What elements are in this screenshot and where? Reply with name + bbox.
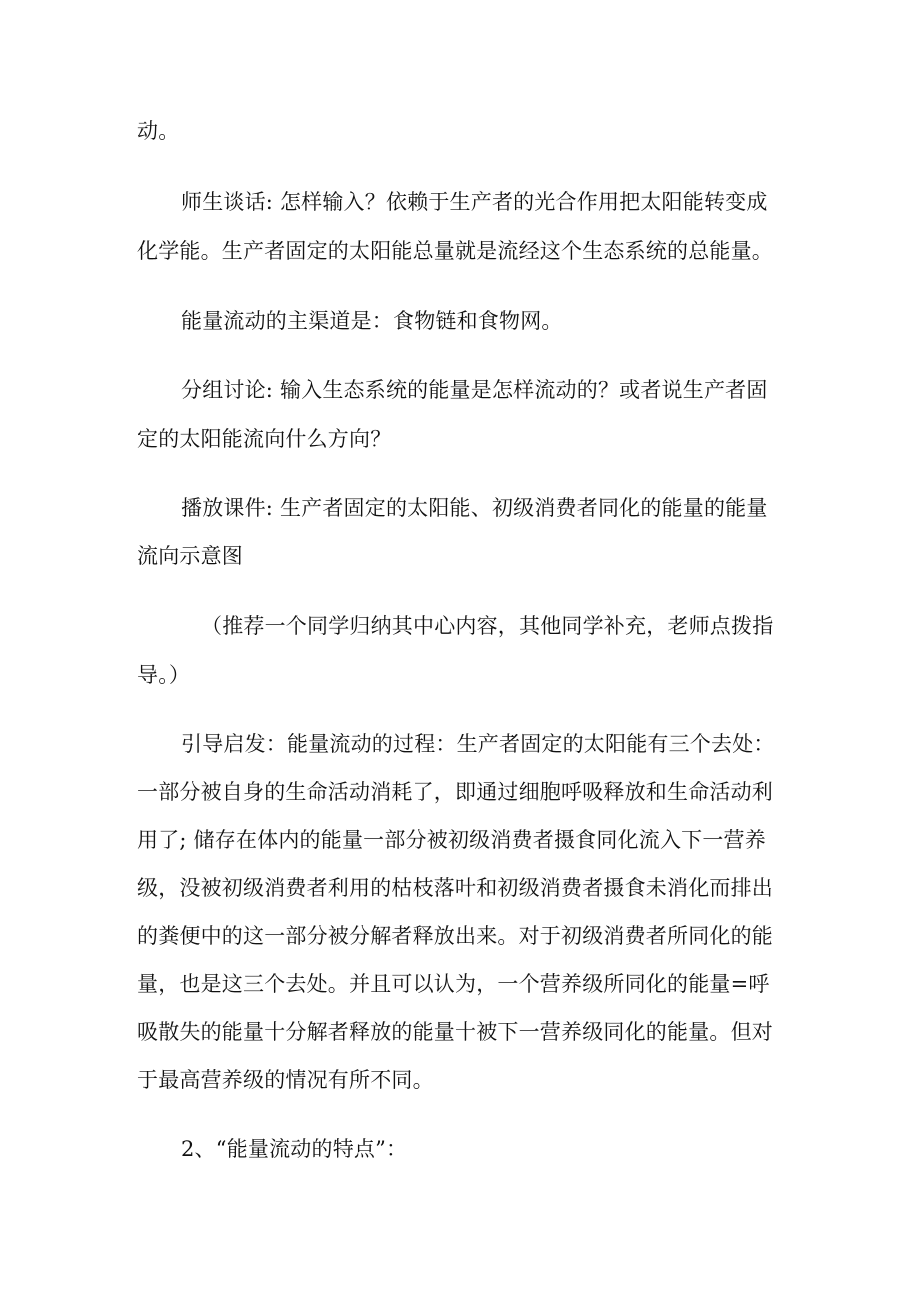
paragraph-guidance-line-2: 一部分被自身的生命活动消耗了，即通过细胞呼吸释放和生命活动利 xyxy=(137,780,773,804)
text-line-continuation: 动。 xyxy=(137,119,180,143)
paragraph-recommendation-line-2: 导。） xyxy=(137,663,191,687)
paragraph-play-courseware-line-1: 播放课件: 生产者固定的太阳能、初级消费者同化的能量的能量 xyxy=(181,496,768,520)
section-heading-energy-flow-features: 2、“能量流动的特点”： xyxy=(181,1137,408,1161)
paragraph-guidance-line-6: 量，也是这三个去处。并且可以认为，一个营养级所同化的能量=呼 xyxy=(137,972,770,996)
paragraph-group-discussion-line-1: 分组讨论: 输入生态系统的能量是怎样流动的？或者说生产者固 xyxy=(181,378,768,402)
paragraph-guidance-line-4: 级，没被初级消费者利用的枯枝落叶和初级消费者摄食未消化而排出 xyxy=(137,876,773,900)
paragraph-recommendation-line-1: （推荐一个同学归纳其中心内容，其他同学补充，老师点拨指 xyxy=(201,614,774,638)
paragraph-guidance-line-5: 的粪便中的这一部分被分解者释放出来。对于初级消费者所同化的能 xyxy=(137,924,773,948)
paragraph-guidance-line-3: 用了; 储存在体内的能量一部分被初级消费者摄食同化流入下一营养 xyxy=(137,828,766,852)
paragraph-teacher-dialogue-line-2: 化学能。生产者固定的太阳能总量就是流经这个生态系统的总能量。 xyxy=(137,239,773,263)
paragraph-main-channel: 能量流动的主渠道是：食物链和食物网。 xyxy=(181,309,563,333)
paragraph-group-discussion-line-2: 定的太阳能流向什么方向？ xyxy=(137,427,392,451)
paragraph-play-courseware-line-2: 流向示意图 xyxy=(137,544,243,568)
paragraph-guidance-line-1: 引导启发：能量流动的过程：生产者固定的太阳能有三个去处： xyxy=(181,732,775,756)
paragraph-guidance-line-8: 于最高营养级的情况有所不同。 xyxy=(137,1068,434,1092)
paragraph-teacher-dialogue-line-1: 师生谈话: 怎样输入？依赖于生产者的光合作用把太阳能转变成 xyxy=(181,190,768,214)
paragraph-guidance-line-7: 吸散失的能量十分解者释放的能量十被下一营养级同化的能量。但对 xyxy=(137,1020,773,1044)
